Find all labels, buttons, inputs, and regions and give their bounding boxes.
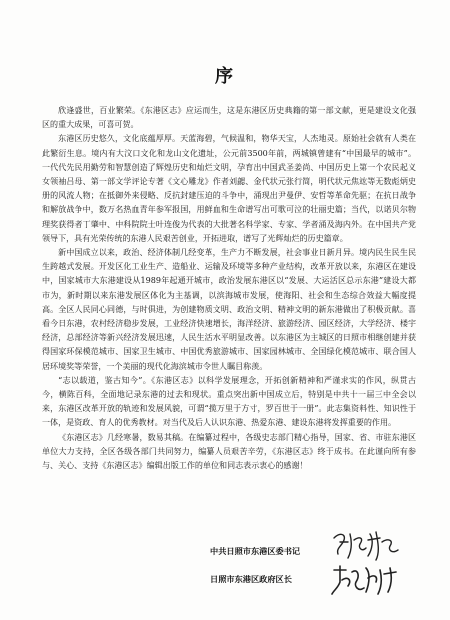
paragraph-2: 东港区历史悠久，文化底蕴厚厚。天蓝海碧，气候温和，物华天宝，人杰地灵。原始社会就有人类在此繁衍生息。境内有大汶口文化和龙山文化遗址，公元前3500年前，两城镇曾建有“中国最早的城市”。一代代先民用勤劳和智慧创造了辉煌历史和灿烂文明，孕育出中国武圣姜尚、中国历史上第一个农民起义女领袖吕母、第一部文学评论专著《文心雕龙》作者刘勰、金代状元张行简，明代状元焦竑等无数彪炳史册的风流人物；在抵御外来侵略、反抗封建压迫的斗争中，涌现出尹曼伊、安哲等革命先驱；在抗日战争和解放战争中，数万名热血青年参军报国，用鲜血和生命谱写出可歌可泣的壮丽史篇；当代，以诺贝尔物理奖获得者丁肇中、中科院院士叶连俊为代表的大批著名科学家、专家、学者涌及海内外。在中国共产党领导下，具有光荣传统的东港人民艰苦创业，开拓进取，谱写了光辉灿烂的历史篇章。	[42, 134, 416, 243]
document-title: 序	[215, 66, 235, 87]
handwritten-signature-1	[330, 528, 402, 564]
signatory-role-2: 日照市东港区政府区长	[210, 574, 292, 584]
paragraph-3: 新中国成立以来，政治、经济体制几经变革，生产力不断发展，社会事业日新月异。境内民生民生民生跨越式发展。开发区化工业生产、造船业、运输及环境等多种产业结构，改革开放以来，东港区在建设中，国家城市大东港建设从1989年起通开城市，政治发展东港区以“发展、大运活区总示东港”建设大都市为，新时期以来东港发展区体化为主基调，以滨海城市发展，使海阳、社会和生态综合效益大幅度提高。全区人民同心同德，与时俱进，为创建物质文明、政治文明、精神文明的新东港做出了积极贡献。喜看今日东港，农村经济稳步发展，工业经济快速增长，海洋经济、旅游经济、园区经济，大学经济、楼宇经济，总部经济等新兴经济发展迅速，人民生活水平明显改善。以东港区为主城区的日照市相继创建并获得国家环保模范城市、国家卫生城市、中国优秀旅游城市、国家园林城市、全国绿化模范城市、联合国人居环境奖等荣誉，一个美丽的现代化海滨城市令世人瞩目称羡。	[42, 248, 416, 371]
paragraph-1: 欣逢盛世，百业繁荣。《东港区志》应运而生，这是东港区历史典籍的第一部文献，更是建设文化强区的重大成果，可喜可贺。	[42, 106, 416, 130]
paragraph-4: “志以载道，鉴古知今”。《东港区志》以科学发展理念，开拓创新精神和严谨求实的作风，纵贯古今，横陈百科，全面地记录东港的过去和现状。重点突出新中国成立后，特别是中共十一届三中全会以来，东港区改革开放的轨迹和发展风貌，可谓“揽万里于方寸，罗百世于一册”。此志集资料性、知识性于一体，是资政、育人的优秀教材。对当代及后人认识东港、热爱东港、建设东港将发挥重要的作用。	[42, 375, 416, 428]
handwritten-signature-2	[330, 562, 402, 598]
preface-body	[42, 104, 416, 473]
signatory-role-1: 中共日照市东港区委书记	[210, 546, 301, 556]
paragraph-5: 《东港区志》几经寒暑，数易其稿。在编纂过程中，各级史志部门精心指导，国家、省、市驻东港区单位大力支持，全区各级各部门共同努力，编纂人员艰苦辛劳，《东港区志》终于成书。在此谨向所有参与、关心、支持《东港区志》编辑出版工作的单位和同志表示衷心的感谢！	[42, 432, 416, 471]
